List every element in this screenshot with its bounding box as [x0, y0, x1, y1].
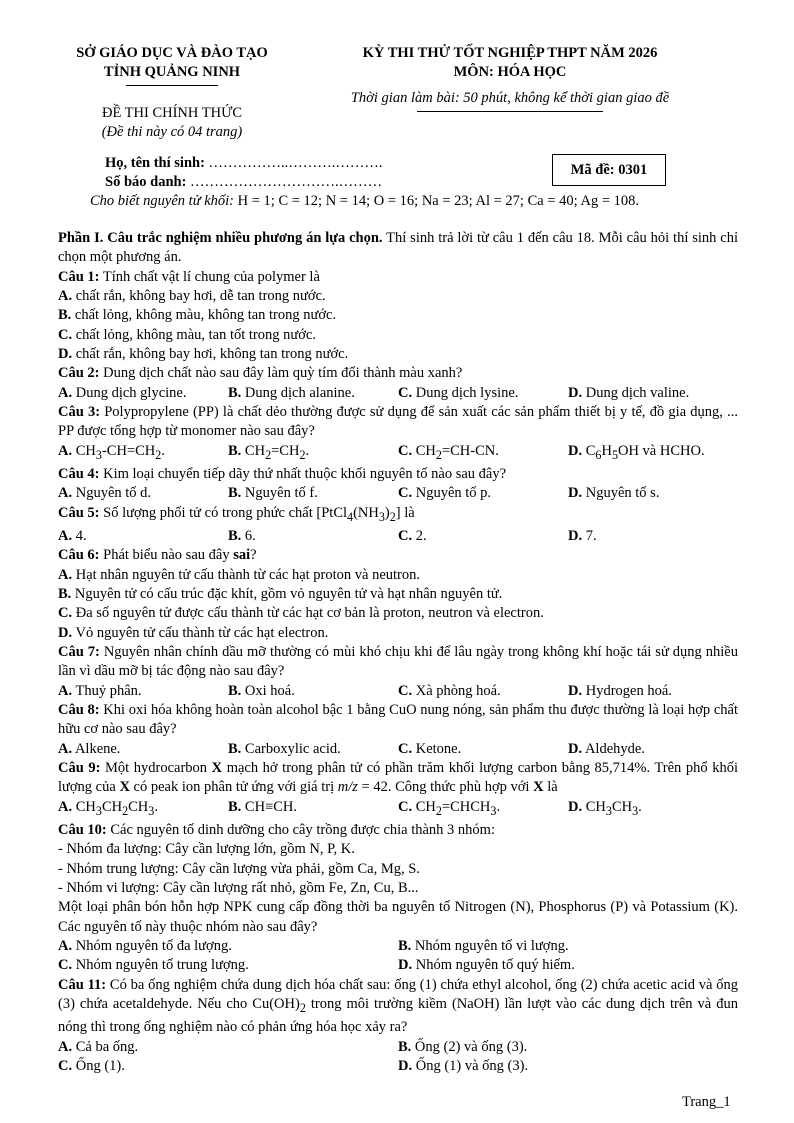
nutrient-group-macro: - Nhóm đa lượng: Cây cần lượng lớn, gồm N, P, K. — [58, 841, 355, 858]
question-4 — [58, 465, 738, 484]
option-b: B. Ống (2) và ống (3). — [398, 1038, 528, 1055]
department-name: SỞ GIÁO DỤC VÀ ĐÀO TẠO — [76, 45, 268, 61]
options-row — [58, 956, 738, 975]
option-b: B. chất lỏng, không màu, không tan trong nước. — [58, 307, 337, 324]
question-text: Kim loại chuyển tiếp dãy thứ nhất thuộc khối nguyên tố nào sau đây? — [99, 466, 507, 483]
option-b: B. Dung dịch alanine. — [228, 384, 355, 401]
part-heading — [58, 229, 738, 268]
candidate-info — [105, 154, 383, 192]
option-a: A. Hạt nhân nguyên tử cấu thành từ các hạt proton và neutron. — [58, 566, 421, 583]
exam-title: KỲ THI THỬ TỐT NGHIỆP THPT NĂM 2026 — [362, 45, 658, 61]
question-text: Khi oxi hóa không hoàn toàn alcohol bậc 1 bằng CuO nung nóng, sản phẩm thu được thường là loại hợp chất hữu cơ nào sau đây? — [58, 702, 738, 738]
option-c: C. $CH_2=CHCH_3$. — [398, 798, 501, 818]
question-label: Câu 3: — [58, 404, 101, 421]
subject-title: MÔN: HÓA HỌC — [453, 64, 567, 80]
question-text: Các nguyên tố dinh dưỡng cho cây trồng được chia thành 3 nhóm: — [106, 821, 495, 838]
province-name: TỈNH QUẢNG NINH — [103, 64, 241, 80]
option-a: A. chất rắn, không bay hơi, dễ tan trong nước. — [58, 288, 326, 305]
exam-header — [320, 44, 700, 112]
option-b: B. Nguyên tố f. — [228, 485, 318, 502]
question-label: Câu 8: — [58, 702, 100, 719]
question-label: Câu 1: — [58, 268, 100, 285]
candidate-id-blank: ………………………….……… — [186, 174, 383, 190]
question-label: Câu 10: — [58, 821, 107, 838]
options-row — [58, 527, 738, 546]
option-d: D. Vỏ nguyên tử cấu thành từ các hạt electron. — [58, 624, 329, 641]
question-10 — [58, 821, 738, 840]
option-d: D. chất rắn, không bay hơi, không tan trong nước. — [58, 346, 349, 363]
question-11: Câu 11: Có ba ống nghiệm chứa dung dịch hóa chất sau: ống (1) chứa ethyl alcohol, ống (2) chứa acetic acid và ống (3) chứa acetaldehyde. Nếu cho $Cu(OH)_2$ trong môi trường kiềm (NaOH) lần lượt vào các dung dịch trên và đun nóng thì trong ống nghiệm nào có phản ứng hóa học xảy ra? — [58, 976, 738, 1036]
option-b: B. $CH_2=CH_2$. — [228, 442, 310, 462]
official-exam-block — [52, 104, 292, 142]
options-row — [58, 442, 738, 465]
question-9: Câu 9: Một hydrocarbon X mạch hở trong phân tử có phần trăm khối lượng carbon bằng 85,714%. Trên phổ khối lượng của X có peak ion phân tử ứng với giá trị m/z = 42. Công thức phù hợp với X là — [58, 760, 738, 796]
question-text: Nguyên nhân chính dầu mỡ thường có mùi khó chịu khi để lâu ngày trong không khí hoặc tái sử dụng nhiều lần vì dầu mỡ bị tác động nào sau đây? — [58, 644, 738, 680]
option-c: C. Đa số nguyên tử được cấu thành từ các hạt cơ bản là proton, neutron và electron. — [58, 605, 544, 622]
options-row — [58, 798, 738, 821]
exam-code-box: Mã đề: 0301 — [552, 154, 666, 186]
option-a: A. Cả ba ống. — [58, 1038, 139, 1055]
candidate-name-blank: ……………..……….………. — [204, 155, 383, 171]
option-d: D. $CH_3CH_3$. — [568, 798, 642, 818]
atomic-mass-values: H = 1; C = 12; N = 14; O = 16; Na = 23; Al = 27; Ca = 40; Ag = 108. — [234, 193, 639, 209]
option-d: D. Nguyên tố s. — [568, 485, 660, 502]
header-divider-left — [126, 85, 218, 86]
nutrient-group-micro: - Nhóm vi lượng: Cây cần lượng rất nhỏ, gồm Fe, Zn, Cu, B... — [58, 880, 419, 897]
option-c: C. $CH_2=CH-CN$. — [398, 442, 499, 462]
question-label: Câu 9: — [58, 760, 101, 777]
option-a: A. 4. — [58, 527, 87, 544]
options-row — [58, 937, 738, 956]
option-a: A. Dung dịch glycine. — [58, 384, 187, 401]
question-label: Câu 5: — [58, 504, 100, 521]
option-d: D. $C_6H_5OH$ và HCHO. — [568, 442, 705, 462]
option-a: A. Alkene. — [58, 740, 121, 757]
question-text: Polypropylene (PP) là chất dẻo thường được sử dụng để sản xuất các sản phẩm thiết bị y tế, đồ gia dụng, ... PP được tổng hợp từ monomer nào sau đây? — [58, 404, 738, 440]
option-a: A. $CH_3-CH=CH_2$. — [58, 442, 165, 462]
option-b: B. Oxi hoá. — [228, 682, 295, 699]
question-2 — [58, 364, 738, 383]
option-b: B. CH≡CH. — [228, 798, 298, 815]
exam-content — [58, 229, 738, 1076]
question-3 — [58, 403, 738, 442]
option-d: D. 7. — [568, 527, 597, 544]
option-c: C. Dung dịch lysine. — [398, 384, 519, 401]
option-b: B. 6. — [228, 527, 256, 544]
candidate-name-label: Họ, tên thí sinh: — [105, 155, 205, 171]
option-c: C. Ketone. — [398, 740, 462, 757]
part-title: Phần I. Câu trắc nghiệm nhiều phương án lựa chọn. — [58, 230, 383, 246]
page-number: Trang_1 — [682, 1094, 731, 1110]
question-7 — [58, 643, 738, 682]
option-a: A. Nhóm nguyên tố đa lượng. — [58, 938, 232, 955]
option-a: A. Nguyên tố d. — [58, 485, 152, 502]
option-d: D. Dung dịch valine. — [568, 384, 690, 401]
option-c: C. Nhóm nguyên tố trung lượng. — [58, 957, 249, 974]
question-label: Câu 4: — [58, 466, 100, 483]
official-label: ĐỀ THI CHÍNH THỨC — [101, 105, 242, 121]
question-1 — [58, 268, 738, 287]
question-8 — [58, 701, 738, 740]
question-label: Câu 7: — [58, 644, 100, 660]
candidate-id-label: Số báo danh: — [105, 174, 187, 190]
department-header — [52, 44, 292, 86]
question-label: Câu 2: — [58, 365, 100, 382]
option-c: C. chất lỏng, không màu, tan tốt trong nước. — [58, 326, 316, 343]
option-d: D. Nhóm nguyên tố quý hiếm. — [398, 957, 575, 974]
question-6: Câu 6: Phát biểu nào sau đây sai? — [58, 547, 257, 564]
option-b: B. Nhóm nguyên tố vi lượng. — [398, 938, 569, 955]
option-c: C. Xà phòng hoá. — [398, 682, 501, 699]
nutrient-group-secondary: - Nhóm trung lượng: Cây cần lượng vừa phải, gồm Ca, Mg, S. — [58, 860, 420, 877]
option-d: D. Ống (1) và ống (3). — [398, 1058, 529, 1074]
options-row — [58, 682, 738, 701]
option-c: C. Ống (1). — [58, 1058, 125, 1074]
option-a: A. $CH_3CH_2CH_3$. — [58, 798, 158, 818]
option-a: A. Thuỷ phân. — [58, 682, 142, 699]
option-b: B. Carboxylic acid. — [228, 740, 341, 757]
question-text: Dung dịch chất nào sau đây làm quỳ tím đổi thành màu xanh? — [99, 365, 463, 382]
option-c: C. 2. — [398, 527, 427, 544]
atomic-mass-line — [90, 192, 639, 211]
option-c: C. Nguyên tố p. — [398, 485, 492, 502]
options-row — [58, 384, 738, 403]
option-d: D. Aldehyde. — [568, 740, 645, 757]
question-text: Tính chất vật lí chung của polymer là — [99, 268, 320, 285]
options-row — [58, 740, 738, 759]
question-label: Câu 11: — [58, 976, 107, 993]
time-note: Thời gian làm bài: 50 phút, không kể thời gian giao đề — [350, 90, 670, 106]
options-row — [58, 484, 738, 503]
question-5: Câu 5: Số lượng phối tử có trong phức chất $[PtCl_4(NH_3)_2]$ là — [58, 504, 415, 524]
page-count-note: (Đề thi này có 04 trang) — [101, 124, 243, 140]
options-row — [58, 1057, 738, 1076]
options-row — [58, 1038, 738, 1057]
header-divider-right — [417, 111, 603, 112]
option-d: D. Hydrogen hoá. — [568, 682, 672, 699]
atomic-mass-label: Cho biết nguyên tử khối: — [90, 193, 235, 209]
option-b: B. Nguyên tử có cấu trúc đặc khít, gồm vỏ nguyên tử và hạt nhân nguyên tử. — [58, 585, 503, 602]
question-body: Một loại phân bón hỗn hợp NPK cung cấp đồng thời ba nguyên tố Nitrogen (N), Phosphorus (P) và Potassium (K). Các nguyên tố này thuộc nhóm nào sau đây? — [58, 899, 738, 935]
question-label: Câu 6: — [58, 547, 100, 564]
part-instruction: Thí sinh trả lời từ câu 1 đến câu 18. Mỗi câu hỏi thí sinh chỉ chọn một phương án. — [58, 230, 738, 266]
